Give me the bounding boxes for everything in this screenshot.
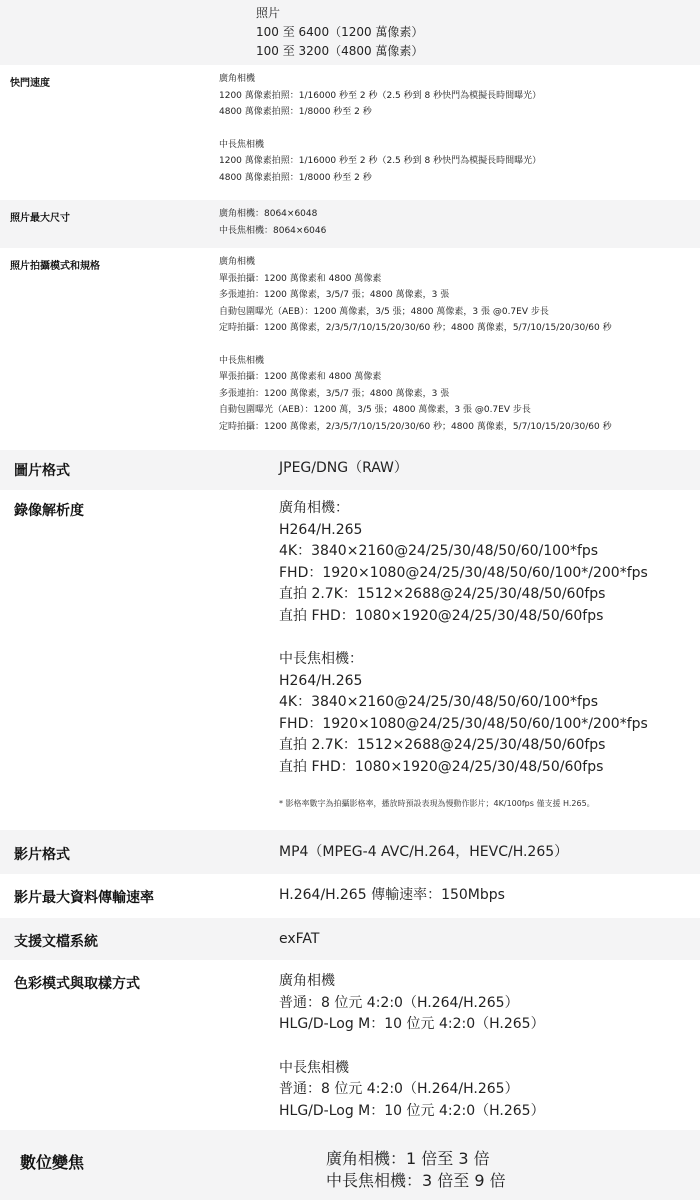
spec-line: 自動包圍曝光（AEB）：1200 萬，3/5 張；4800 萬像素，3 張 @0.7EV 步長 <box>219 405 531 415</box>
row-value <box>279 971 545 1122</box>
spec-line: 4K：3840×2160@24/25/30/48/50/60/100*fps <box>279 543 599 559</box>
subhead: 廣角相機 <box>279 973 335 989</box>
color-mode-row <box>0 960 700 1130</box>
row-label: 影片格式 <box>14 847 70 863</box>
spec-line: 4800 萬像素拍照：1/8000 秒至 2 秒 <box>219 172 372 183</box>
row-label: 圖片格式 <box>14 463 70 479</box>
iso-line: 100 至 6400（1200 萬像素） <box>256 25 424 39</box>
spec-line: FHD：1920×1080@24/25/30/48/50/60/100*/200*fps <box>279 564 648 581</box>
spec-line: 4K：3840×2160@24/25/30/48/50/60/100*fps <box>279 694 599 710</box>
spec-line: 自動包圍曝光（AEB）：1200 萬像素，3/5 張；4800 萬像素，3 張 @0.7EV 步長 <box>219 306 549 317</box>
row-label: 快門速度 <box>10 78 50 89</box>
row-value: exFAT <box>279 931 320 947</box>
row-label: 支援文檔系統 <box>14 934 98 950</box>
subhead: 中長焦相機： <box>279 651 363 667</box>
subhead: 廣角相機 <box>219 74 256 84</box>
spec-line: 4800 萬像素拍照：1/8000 秒至 2 秒 <box>219 107 372 117</box>
spec-line: 1200 萬像素拍照：1/16000 秒至 2 秒（2.5 秒到 8 秒快門為模擬長時間曝光） <box>219 90 542 101</box>
spec-line: H264/H.265 <box>279 521 363 538</box>
row-value <box>326 1148 506 1192</box>
spec-line: FHD：1920×1080@24/25/30/48/50/60/100*/200*fps <box>279 715 648 732</box>
row-label: 照片最大尺寸 <box>10 213 70 224</box>
digital-zoom-row <box>0 1130 700 1200</box>
row-label: 數位變焦 <box>20 1153 85 1172</box>
photo-modes-row <box>0 248 700 450</box>
footnote: * 影格率數字為拍攝影格率，播放時預設表現為慢動作影片；4K/100fps 僅支援 H.265。 <box>279 799 595 808</box>
spec-line: 多張連拍：1200 萬像素，3/5/7 張；4800 萬像素，3 張 <box>219 290 450 300</box>
spec-line: 普通：8 位元 4:2:0（H.264/H.265） <box>279 1081 519 1097</box>
max-size-row <box>0 200 700 248</box>
row-value: MP4（MPEG-4 AVC/H.264，HEVC/H.265） <box>279 844 569 860</box>
spec-line: 單張拍攝：1200 萬像素和 4800 萬像素 <box>219 372 382 382</box>
spec-line: 中長焦相機：3 倍至 9 倍 <box>326 1171 506 1190</box>
spec-line: 直拍 FHD：1080×1920@24/25/30/48/50/60fps <box>279 758 604 775</box>
row-value <box>219 206 326 239</box>
bitrate-row <box>0 874 700 918</box>
spec-line: HLG/D-Log M：10 位元 4:2:0（H.265） <box>279 1102 545 1119</box>
spec-line: H264/H.265 <box>279 672 363 689</box>
spec-line: 直拍 FHD：1080×1920@24/25/30/48/50/60fps <box>279 607 604 624</box>
subhead: 廣角相機 <box>219 257 256 267</box>
row-value <box>219 254 612 435</box>
spec-line: HLG/D-Log M：10 位元 4:2:0（H.265） <box>279 1016 545 1032</box>
spec-line: 普通：8 位元 4:2:0（H.264/H.265） <box>279 994 519 1011</box>
spec-line: 中長焦相機：8064×6046 <box>219 225 327 236</box>
photo-iso-values <box>256 4 423 61</box>
spec-line: 定時拍攝：1200 萬像素，2/3/5/7/10/15/20/30/60 秒；4800 萬像素，5/7/10/15/20/30/60 秒 <box>219 323 612 333</box>
iso-line: 100 至 3200（4800 萬像素） <box>256 44 424 58</box>
row-label: 影片最大資料傳輸速率 <box>14 890 154 906</box>
row-value: JPEG/DNG（RAW） <box>279 460 408 476</box>
row-value <box>279 498 648 815</box>
image-format-row <box>0 450 700 490</box>
row-label: 色彩模式與取樣方式 <box>14 976 140 992</box>
subhead: 中長焦相機 <box>219 139 265 150</box>
row-value: H.264/H.265 傳輸速率：150Mbps <box>279 887 505 903</box>
spec-line: 廣角相機：8064×6048 <box>219 209 318 219</box>
spec-line: 1200 萬像素拍照：1/16000 秒至 2 秒（2.5 秒到 8 秒快門為模擬長時間曝光） <box>219 156 542 166</box>
row-label: 錄像解析度 <box>14 503 84 519</box>
photo-iso-section <box>0 0 700 65</box>
spec-line: 廣角相機：1 倍至 3 倍 <box>326 1149 490 1168</box>
row-value <box>219 71 541 186</box>
video-format-row <box>0 830 700 874</box>
spec-line: 直拍 2.7K：1512×2688@24/25/30/48/50/60fps <box>279 737 606 753</box>
photo-heading: 照片 <box>256 6 281 20</box>
spec-line: 單張拍攝：1200 萬像素和 4800 萬像素 <box>219 273 382 284</box>
spec-line: 定時拍攝：1200 萬像素，2/3/5/7/10/15/20/30/60 秒；4800 萬像素，5/7/10/15/20/30/60 秒 <box>219 421 612 432</box>
filesystem-row <box>0 918 700 960</box>
spec-line: 直拍 2.7K：1512×2688@24/25/30/48/50/60fps <box>279 586 606 602</box>
subhead: 廣角相機： <box>279 500 349 516</box>
video-resolution-row <box>0 490 700 830</box>
subhead: 中長焦相機 <box>219 355 265 366</box>
spec-line: 多張連拍：1200 萬像素，3/5/7 張；4800 萬像素，3 張 <box>219 388 450 399</box>
shutter-speed-row <box>0 65 700 200</box>
row-label: 照片拍攝模式和規格 <box>10 261 100 272</box>
subhead: 中長焦相機 <box>279 1059 349 1076</box>
